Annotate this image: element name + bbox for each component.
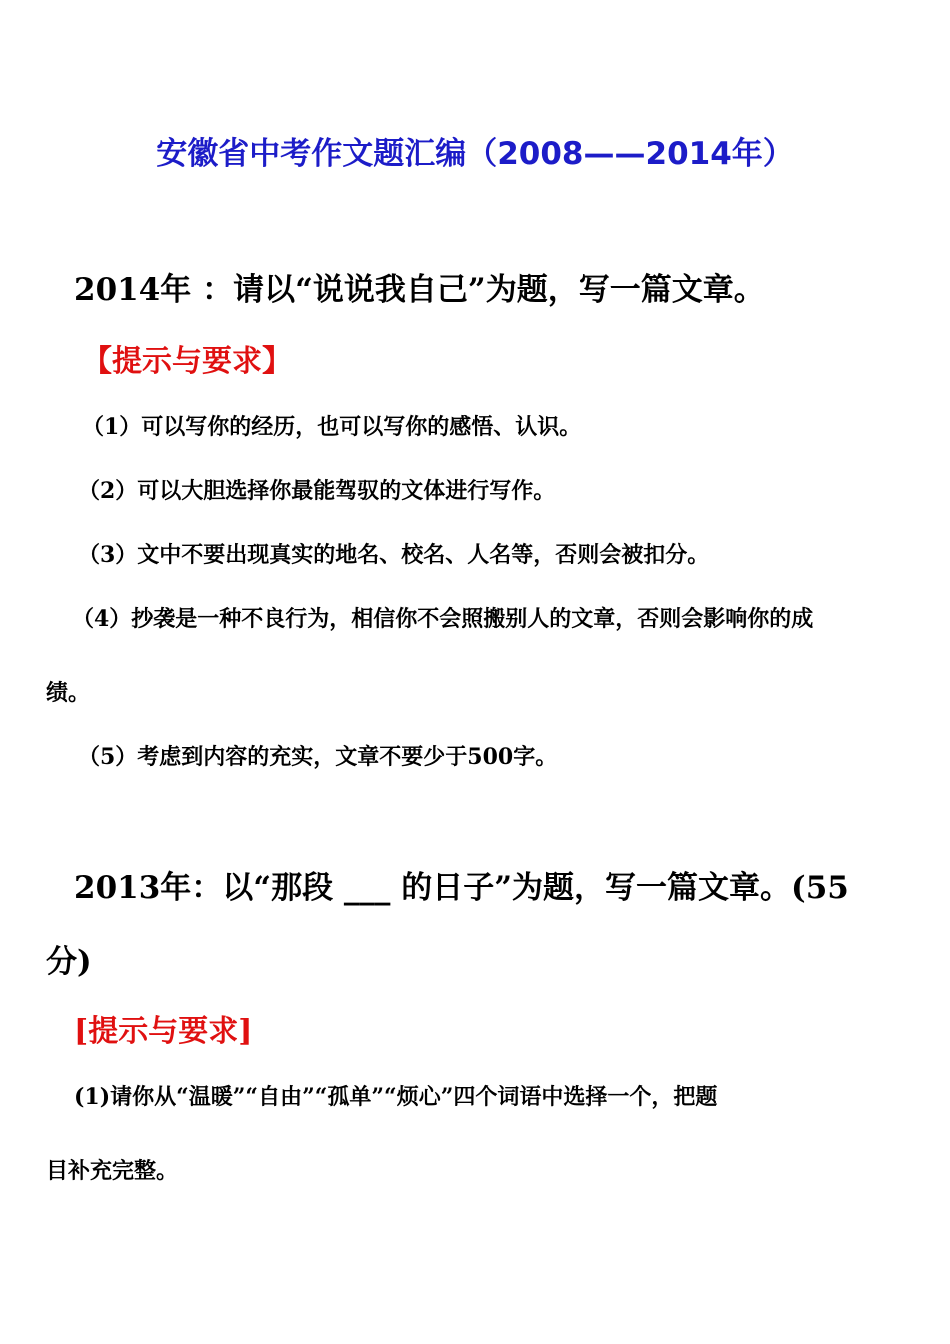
- requirement-item-continuation: 目补充完整。: [46, 1158, 179, 1184]
- document-title: 安徽省中考作文题汇编（2008——2014年）: [156, 136, 794, 172]
- requirement-item: （5）考虑到内容的充实，文章不要少于500字。: [78, 744, 558, 770]
- requirement-item: （1）可以写你的经历，也可以写你的感悟、认识。: [82, 414, 582, 440]
- prompt-2013: 2013年：以“那段 ___ 的日子”为题，写一篇文章。(55: [74, 870, 849, 906]
- requirement-item: (1)请你从“温暖”“自由”“孤单”“烦心”四个词语中选择一个，把题: [74, 1084, 718, 1110]
- hint-heading-2014: 【提示与要求】: [82, 344, 292, 379]
- prompt-2013-continuation: 分): [46, 944, 92, 980]
- requirement-item: （2）可以大胆选择你最能驾驭的文体进行写作。: [78, 478, 556, 504]
- requirement-item: （4）抄袭是一种不良行为，相信你不会照搬别人的文章，否则会影响你的成: [72, 606, 814, 632]
- requirement-item-continuation: 绩。: [46, 680, 91, 706]
- prompt-2014: 2014年 ：请以“说说我自己”为题，写一篇文章。: [74, 272, 765, 308]
- requirement-item: （3）文中不要出现真实的地名、校名、人名等，否则会被扣分。: [78, 542, 710, 568]
- hint-heading-2013: [提示与要求]: [74, 1014, 253, 1049]
